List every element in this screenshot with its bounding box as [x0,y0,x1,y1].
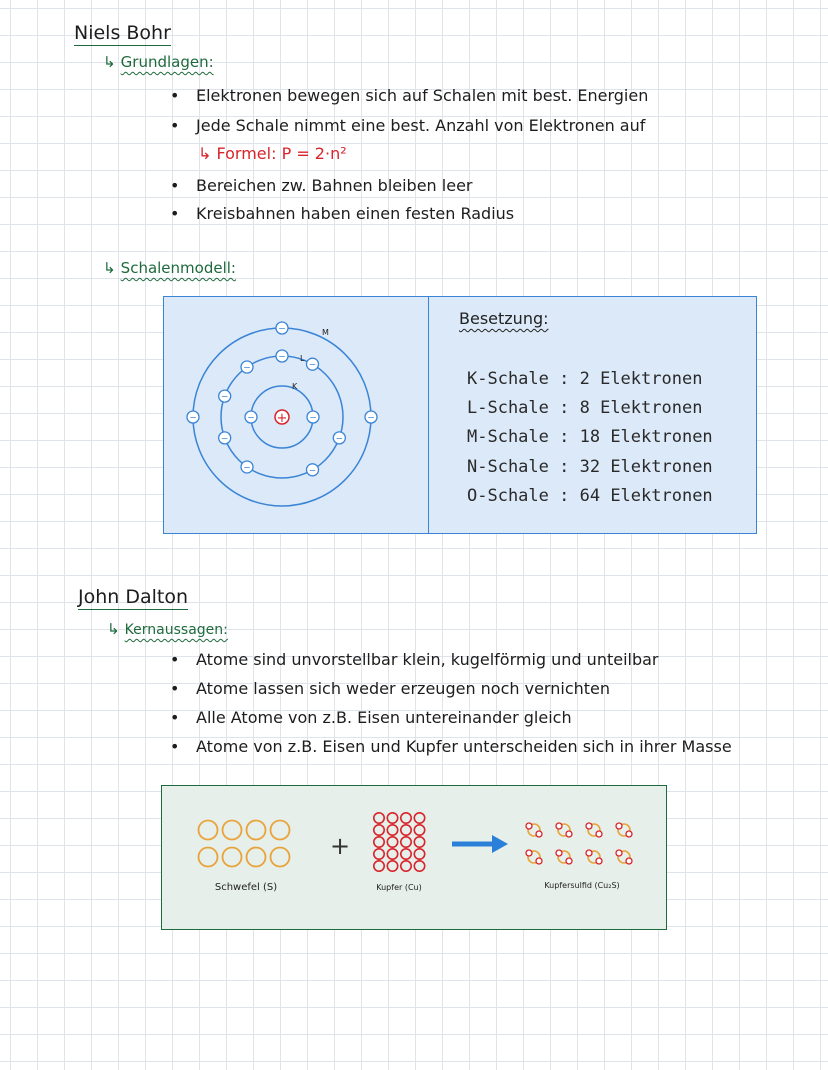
copper-atoms [374,813,425,871]
electron-symbol: − [189,413,197,424]
sulfur-atoms [199,821,290,867]
electron-symbol: − [308,466,317,477]
schwefel-label: Schwefel (S) [214,882,278,893]
arrow-icon: ↳ [107,620,120,638]
product-molecule [586,850,602,864]
electron-symbol: − [278,352,286,363]
bohr-bullet-2: • Jede Schale nimmt eine best. Anzahl von Elektronen auf [170,116,646,135]
nucleus-symbol: + [276,411,288,426]
product-molecule [556,850,572,864]
shell-model-diagram [163,296,430,534]
sulfur-atom [247,821,266,840]
product-molecule [616,823,632,837]
bohr-bullet-3: • Bereichen zw. Bahnen bleiben leer [170,176,473,195]
sulfur-atom [271,848,290,867]
kupfer-label: Kupfer (Cu) [376,883,422,892]
reaction-arrow-icon [452,835,508,853]
reaction-svg [162,786,666,929]
sulfur-atom [247,848,266,867]
sulfur-atom [199,848,218,867]
copper-atom [414,837,424,847]
electron-symbol: − [278,324,286,335]
copper-atom [387,861,397,871]
copper-atom [401,861,411,871]
product-molecule [526,823,542,837]
copper-atom [414,849,424,859]
besetzung-row: M-Schale : 18 Elektronen [467,427,713,447]
copper-atom [387,837,397,847]
copper-atom [374,837,384,847]
copper-atom [401,849,411,859]
plus-sign: + [329,832,351,860]
copper-atom [414,861,424,871]
besetzung-row: K-Schale : 2 Elektronen [467,369,703,389]
besetzung-row: O-Schale : 64 Elektronen [467,486,713,506]
copper-atom [414,825,424,835]
formula-prefix: Formel: [216,144,277,163]
bohr-title: Niels Bohr [74,22,171,44]
dalton-bullet-3: • Alle Atome von z.B. Eisen untereinander gleich [170,708,572,727]
product-label: Kupfersulfid (Cu₂S) [544,881,620,890]
product-molecule [616,850,632,864]
bohr-bullet-1: • Elektronen bewegen sich auf Schalen mit best. Energien [170,86,649,105]
product-atoms [526,823,632,864]
electron-symbol: − [247,413,255,424]
electron-symbol: − [243,363,251,374]
besetzung-box [428,296,757,534]
product-molecule [556,823,572,837]
besetzung-row: N-Schale : 32 Elektronen [467,457,713,477]
electron-symbol: − [243,463,251,474]
copper-atom [401,813,411,823]
dalton-bullet-2: • Atome lassen sich weder erzeugen noch vernichten [170,679,611,698]
besetzung-row: L-Schale : 8 Elektronen [467,398,703,418]
electron-symbol: − [220,434,229,445]
electron-symbol: − [335,434,344,445]
atom-diagram [164,297,429,533]
electron-symbol: − [308,360,317,371]
arrow-icon: ↳ [198,144,212,163]
sulfur-atom [271,821,290,840]
copper-atom [414,813,424,823]
copper-atom [401,825,411,835]
grundlagen-label: Grundlagen: [120,53,214,71]
copper-atom [374,825,384,835]
sulfur-atom [223,821,242,840]
electron-symbol: − [367,413,375,424]
bohr-bullet-4: • Kreisbahnen haben einen festen Radius [170,204,515,223]
kernaussagen-label: Kernaussagen: [124,622,228,638]
electrons [187,322,377,476]
copper-atom [387,825,397,835]
sulfur-atom [199,821,218,840]
dalton-bullet-1: • Atome sind unvorstellbar klein, kugelförmig und unteilbar [170,650,659,669]
schalenmodell-label: Schalenmodell: [120,259,236,277]
grundlagen-heading [103,52,214,71]
product-molecule [586,823,602,837]
copper-atom [387,813,397,823]
dalton-bullet-4: • Atome von z.B. Eisen und Kupfer unterscheiden sich in ihrer Masse [170,737,732,756]
electron-symbol: − [309,413,317,424]
formula-line [198,144,347,163]
copper-atom [387,849,397,859]
copper-atom [374,861,384,871]
formula: P = 2·n² [281,144,347,163]
copper-atom [374,813,384,823]
kernaussagen-heading [107,619,228,638]
shell-label-m: M [322,328,329,337]
electron-symbol: − [220,392,229,403]
reaction-diagram [161,785,667,930]
shell-label-k: K [292,382,298,391]
besetzung-title: Besetzung: [459,309,549,328]
copper-atom [401,837,411,847]
arrow-icon: ↳ [103,53,116,71]
product-molecule [526,850,542,864]
copper-atom [374,849,384,859]
sulfur-atom [223,848,242,867]
schalenmodell-heading [103,258,236,277]
arrow-icon: ↳ [103,259,116,277]
dalton-title: John Dalton [78,586,189,608]
shell-label-l: L [300,354,305,363]
